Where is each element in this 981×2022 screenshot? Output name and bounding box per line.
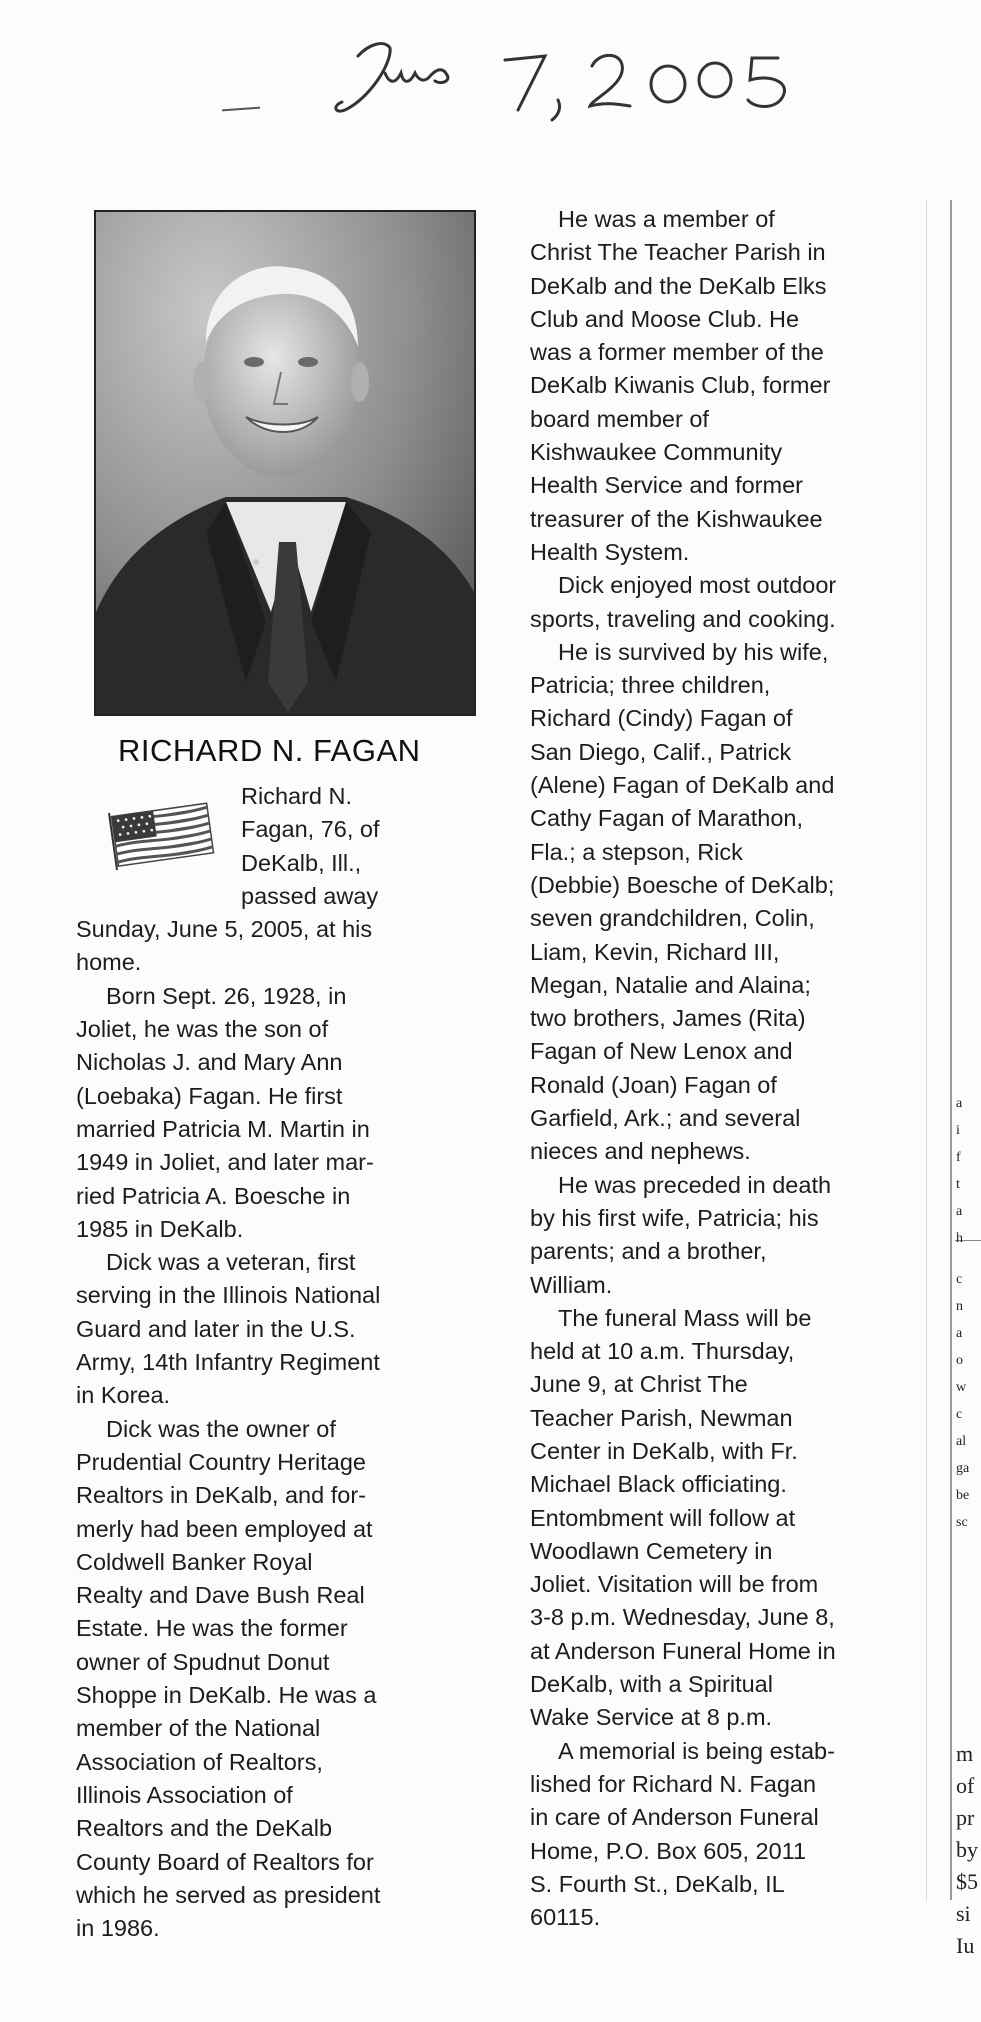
obit-line: Home, P.O. Box 605, 2011 — [530, 1837, 807, 1864]
obit-line: lished for Richard N. Fagan — [530, 1770, 817, 1797]
adjacent-fragment: h — [956, 1231, 963, 1246]
adjacent-fragment: m — [956, 1741, 974, 1766]
obit-line: sports, traveling and cooking. — [530, 605, 836, 632]
adjacent-fragment: w — [956, 1380, 967, 1395]
obit-line: Ronald (Joan) Fagan of — [530, 1071, 777, 1098]
adjacent-fragment: be — [956, 1488, 970, 1503]
obit-line: 1949 in Joliet, and later mar- — [76, 1149, 374, 1176]
adjacent-fragment: pr — [956, 1805, 975, 1830]
obit-line: Christ The Teacher Parish in — [530, 239, 826, 266]
obit-line: Health System. — [530, 538, 690, 565]
obit-line: Guard and later in the U.S. — [76, 1315, 356, 1342]
obit-line: treasurer of the Kishwaukee — [530, 505, 823, 532]
obituary-left-column — [76, 780, 476, 1945]
obit-line: seven grandchildren, Colin, — [530, 905, 815, 932]
obit-line: Kishwaukee Community — [530, 439, 783, 466]
obit-line: Army, 14th Infantry Regiment — [76, 1349, 380, 1376]
obit-line: Megan, Natalie and Alaina; — [530, 971, 811, 998]
adjacent-fragment: n — [956, 1299, 963, 1314]
obit-line: Club and Moose Club. He — [530, 305, 800, 332]
obit-line: Realtors and the DeKalb — [76, 1815, 333, 1842]
obit-line: member of the National — [76, 1715, 321, 1742]
adjacent-fragment: f — [956, 1150, 961, 1165]
obit-line: DeKalb Kiwanis Club, former — [530, 372, 831, 399]
obit-line: Entombment will follow at — [530, 1504, 796, 1531]
obit-line: DeKalb and the DeKalb Elks — [530, 272, 827, 299]
adjacent-fragment: c — [956, 1407, 963, 1422]
adjacent-fragment: sc — [956, 1515, 968, 1530]
obit-line: Shoppe in DeKalb. He was a — [76, 1682, 377, 1709]
obit-line: in care of Anderson Funeral — [530, 1804, 819, 1831]
obit-line: Center in DeKalb, with Fr. — [530, 1437, 798, 1464]
obit-line: William. — [530, 1271, 613, 1298]
obit-line: Illinois Association of — [76, 1781, 293, 1808]
adjacent-fragment: a — [956, 1096, 963, 1111]
obituary-right-column — [530, 203, 950, 1934]
obit-line: Cathy Fagan of Marathon, — [530, 805, 804, 832]
obit-line: Dick was the owner of — [106, 1415, 336, 1442]
obit-line: Richard N. — [241, 783, 353, 809]
obit-line: Joliet. Visitation will be from — [530, 1571, 819, 1598]
obit-line: board member of — [530, 405, 709, 432]
obit-line: June 9, at Christ The — [530, 1371, 748, 1398]
obit-line: Born Sept. 26, 1928, in — [106, 982, 347, 1009]
obit-line: at Anderson Funeral Home in — [530, 1637, 836, 1664]
adjacent-column-fragment — [956, 1090, 981, 1536]
obit-line: held at 10 a.m. Thursday, — [530, 1338, 795, 1365]
adjacent-fragment: t — [956, 1177, 960, 1192]
obit-line: Liam, Kevin, Richard III, — [530, 938, 780, 965]
obit-line: married Patricia M. Martin in — [76, 1115, 370, 1142]
obit-line: A memorial is being estab- — [558, 1737, 835, 1764]
obit-line: 60115. — [530, 1904, 601, 1931]
handwritten-date — [330, 18, 850, 128]
obit-line: Dick enjoyed most outdoor — [558, 572, 837, 599]
adjacent-fragment: of — [956, 1773, 975, 1798]
adjacent-fragment: i — [956, 1123, 960, 1138]
adjacent-fragment: by — [956, 1837, 978, 1862]
obit-line: Realty and Dave Bush Real — [76, 1582, 365, 1609]
obituary-headline: RICHARD N. FAGAN — [118, 733, 421, 768]
adjacent-fragment: al — [956, 1434, 967, 1449]
obit-line: was a former member of the — [530, 339, 824, 366]
adjacent-fragment: $5 — [956, 1869, 978, 1894]
obit-line: which he served as president — [76, 1881, 381, 1908]
adjacent-fragment: Iu — [956, 1933, 975, 1958]
obit-line: Joliet, he was the son of — [76, 1016, 329, 1043]
obit-line: Teacher Parish, Newman — [530, 1404, 793, 1431]
obit-line: Coldwell Banker Royal — [76, 1548, 313, 1575]
page-edge-line — [950, 200, 952, 1900]
obit-line: 3-8 p.m. Wednesday, June 8, — [530, 1604, 835, 1631]
obit-line: Patricia; three children, — [530, 672, 771, 699]
adjacent-fragment: a — [956, 1326, 963, 1341]
obit-line: (Loebaka) Fagan. He first — [76, 1082, 343, 1109]
obit-line: serving in the Illinois National — [76, 1282, 381, 1309]
obit-line: Dick was a veteran, first — [106, 1249, 356, 1276]
adjacent-fragment: si — [956, 1901, 971, 1926]
obit-line: passed away — [241, 882, 379, 909]
obit-line: Fagan of New Lenox and — [530, 1038, 793, 1065]
obit-line: Prudential Country Heritage — [76, 1448, 366, 1475]
obit-line: in 1986. — [76, 1915, 160, 1942]
obit-line: Michael Black officiating. — [530, 1471, 787, 1498]
obit-line: 1985 in DeKalb. — [76, 1215, 244, 1242]
obit-line: home. — [76, 949, 142, 976]
obit-line: Estate. He was the former — [76, 1615, 348, 1642]
obit-line: in Korea. — [76, 1382, 171, 1409]
obit-line: Richard (Cindy) Fagan of — [530, 705, 793, 732]
obit-line: parents; and a brother, — [530, 1238, 767, 1265]
obit-line: merly had been employed at — [76, 1515, 373, 1542]
obit-line: ried Patricia A. Boesche in — [76, 1182, 351, 1209]
obit-line: DeKalb, with a Spiritual — [530, 1671, 773, 1698]
obit-line: nieces and nephews. — [530, 1138, 751, 1165]
column-rule — [926, 200, 927, 1900]
adjacent-fragment: a — [956, 1204, 963, 1219]
obit-line: DeKalb, Ill., — [241, 849, 362, 876]
obit-line: Fla.; a stepson, Rick — [530, 838, 743, 865]
obit-line: Nicholas J. and Mary Ann — [76, 1049, 343, 1076]
obit-line: (Debbie) Boesche of DeKalb; — [530, 871, 835, 898]
obit-line: (Alene) Fagan of DeKalb and — [530, 772, 835, 799]
obit-line: Woodlawn Cemetery in — [530, 1537, 773, 1564]
obit-line: The funeral Mass will be — [558, 1304, 812, 1331]
obit-line: He was a member of — [558, 206, 775, 232]
obit-line: He is survived by his wife, — [558, 638, 829, 665]
adjacent-fragment: ga — [956, 1461, 970, 1476]
obit-line: two brothers, James (Rita) — [530, 1005, 806, 1032]
portrait-photo — [94, 210, 476, 716]
obit-line: Realtors in DeKalb, and for- — [76, 1482, 366, 1509]
adjacent-fragment: c — [956, 1272, 963, 1287]
obit-line: S. Fourth St., DeKalb, IL — [530, 1870, 785, 1897]
obit-line: owner of Spudnut Donut — [76, 1648, 330, 1675]
obit-line: County Board of Realtors for — [76, 1848, 374, 1875]
adjacent-column-fragment-lower — [956, 1738, 981, 1962]
adjacent-fragment: o — [956, 1353, 963, 1368]
obit-line: Fagan, 76, of — [241, 816, 380, 843]
obit-line: Garfield, Ark.; and several — [530, 1105, 801, 1132]
obit-line: Sunday, June 5, 2005, at his — [76, 916, 373, 943]
obit-line: Health Service and former — [530, 472, 803, 499]
pen-stroke-mark — [222, 107, 260, 112]
obit-line: San Diego, Calif., Patrick — [530, 738, 792, 765]
obit-line: Wake Service at 8 p.m. — [530, 1704, 773, 1731]
obit-line: Association of Realtors, — [76, 1748, 323, 1775]
obit-line: by his first wife, Patricia; his — [530, 1204, 819, 1231]
obit-line: He was preceded in death — [558, 1171, 832, 1198]
